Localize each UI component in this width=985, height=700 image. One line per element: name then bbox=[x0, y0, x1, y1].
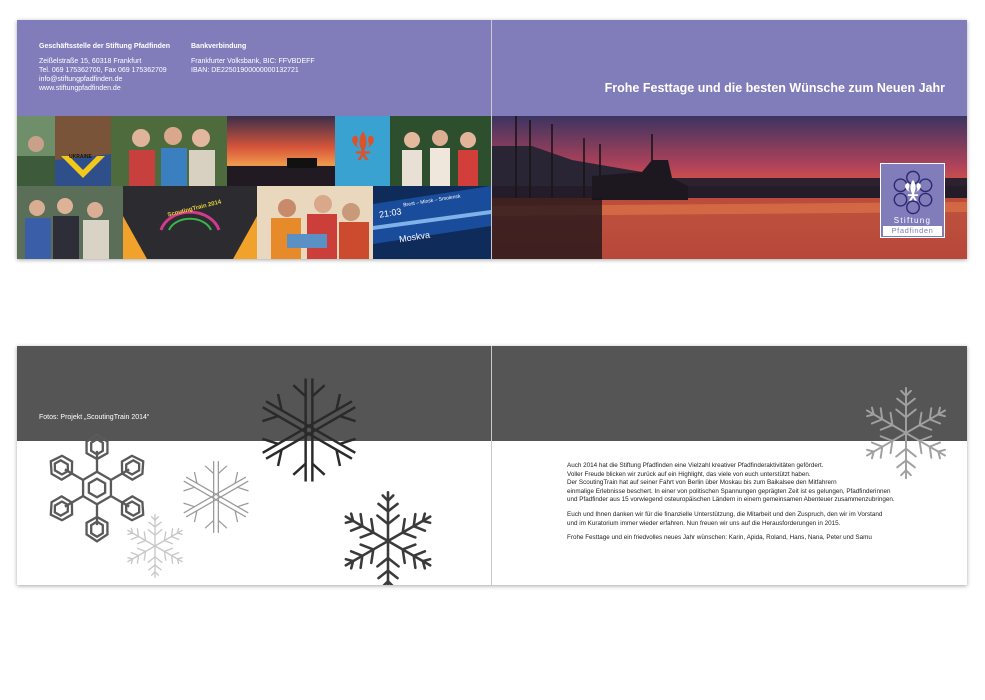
destination-label: Moskva bbox=[398, 229, 431, 245]
collage-photo bbox=[123, 186, 257, 259]
collage-photo bbox=[390, 116, 491, 186]
greeting-headline: Frohe Festtage und die besten Wünsche zum Neuen Jahr bbox=[604, 81, 945, 95]
letter-signoff: Frohe Festtage und ein friedvolles neues Jahr wünschen: Karin, Apida, Roland, Hans, Nana, Peter und Samu bbox=[567, 534, 872, 542]
collage-photo bbox=[257, 186, 373, 259]
ukraine-label: UKRAINE bbox=[69, 154, 92, 160]
collage-photo bbox=[17, 116, 55, 186]
fold-line bbox=[491, 20, 492, 259]
office-heading: Geschäftsstelle der Stiftung Pfadfinden bbox=[39, 43, 171, 50]
card-inside bbox=[17, 346, 967, 585]
bank-heading: Bankverbindung bbox=[191, 43, 247, 50]
office-website: www.stiftungpfadfinden.de bbox=[39, 85, 121, 92]
fold-line bbox=[491, 346, 492, 585]
office-email: info@stiftungpfadfinden.de bbox=[39, 76, 123, 83]
card-outside bbox=[17, 20, 967, 259]
stiftung-logo bbox=[881, 164, 944, 237]
office-line: Tel. 069 175362700, Fax 069 175362709 bbox=[39, 67, 167, 74]
fleur-de-lis-icon bbox=[889, 168, 937, 216]
bank-iban: IBAN: DE22501900000000132721 bbox=[191, 67, 299, 74]
collage-photo bbox=[227, 116, 335, 186]
logo-word-stiftung: Stiftung bbox=[893, 216, 932, 225]
logo-word-pfadfinden: Pfadfinden bbox=[883, 226, 942, 236]
scoutingtrain-label: ScoutingTrain 2014 bbox=[167, 199, 222, 219]
photo-credits: Fotos: Projekt „ScoutingTrain 2014“ bbox=[39, 414, 150, 421]
snowflake-icon bbox=[177, 458, 255, 536]
photo-collage bbox=[17, 116, 491, 259]
collage-photo bbox=[335, 116, 390, 186]
departure-time: 21:03 bbox=[378, 206, 403, 220]
letter-paragraph: Auch 2014 hat die Stiftung Pfadfinden eine Vielzahl kreativer Pfadfinderaktivitäten gefördert. Voller Freude blicken wir zurück auf ein Highlight, das viele von euch unterstützt haben. Der ScoutingTrain hat auf seiner Fahrt von Berlin über Moskau bis zum Baikalsee den Mitfahrern einmalige Erlebnisse beschert. In einer von politischen Spannungen geprägten Zeit ist es gelungen, Pfadfinderinnen und Pfadfinder aus 15 vorwiegend osteuropäischen Ländern in einem gemeinsamen Abenteuer zusammenzubringen. bbox=[567, 462, 895, 504]
office-line: Zeißelstraße 15, 60318 Frankfurt bbox=[39, 58, 142, 65]
snowflake-icon bbox=[335, 488, 441, 585]
collage-photo bbox=[55, 116, 111, 186]
bank-details bbox=[191, 42, 315, 75]
letter-text bbox=[567, 462, 947, 549]
collage-photo bbox=[373, 186, 491, 259]
letter-paragraph: Euch und Ihnen danken wir für die finanzielle Unterstützung, die Mitarbeit und den Zuspruch, den wir im Vorstand und im Kuratorium immer wieder erfahren. Nun freuen wir uns auf die Herausforderungen in 2015. bbox=[567, 510, 883, 527]
header-band-gray bbox=[17, 346, 967, 441]
collage-photo bbox=[111, 116, 227, 186]
office-address bbox=[39, 42, 170, 93]
route-label: Brest – Minsk – Smolensk bbox=[402, 193, 461, 209]
collage-photo bbox=[17, 186, 123, 259]
bank-line: Frankfurter Volksbank, BIC: FFVBDEFF bbox=[191, 58, 315, 65]
snowflake-icon bbox=[253, 374, 365, 486]
